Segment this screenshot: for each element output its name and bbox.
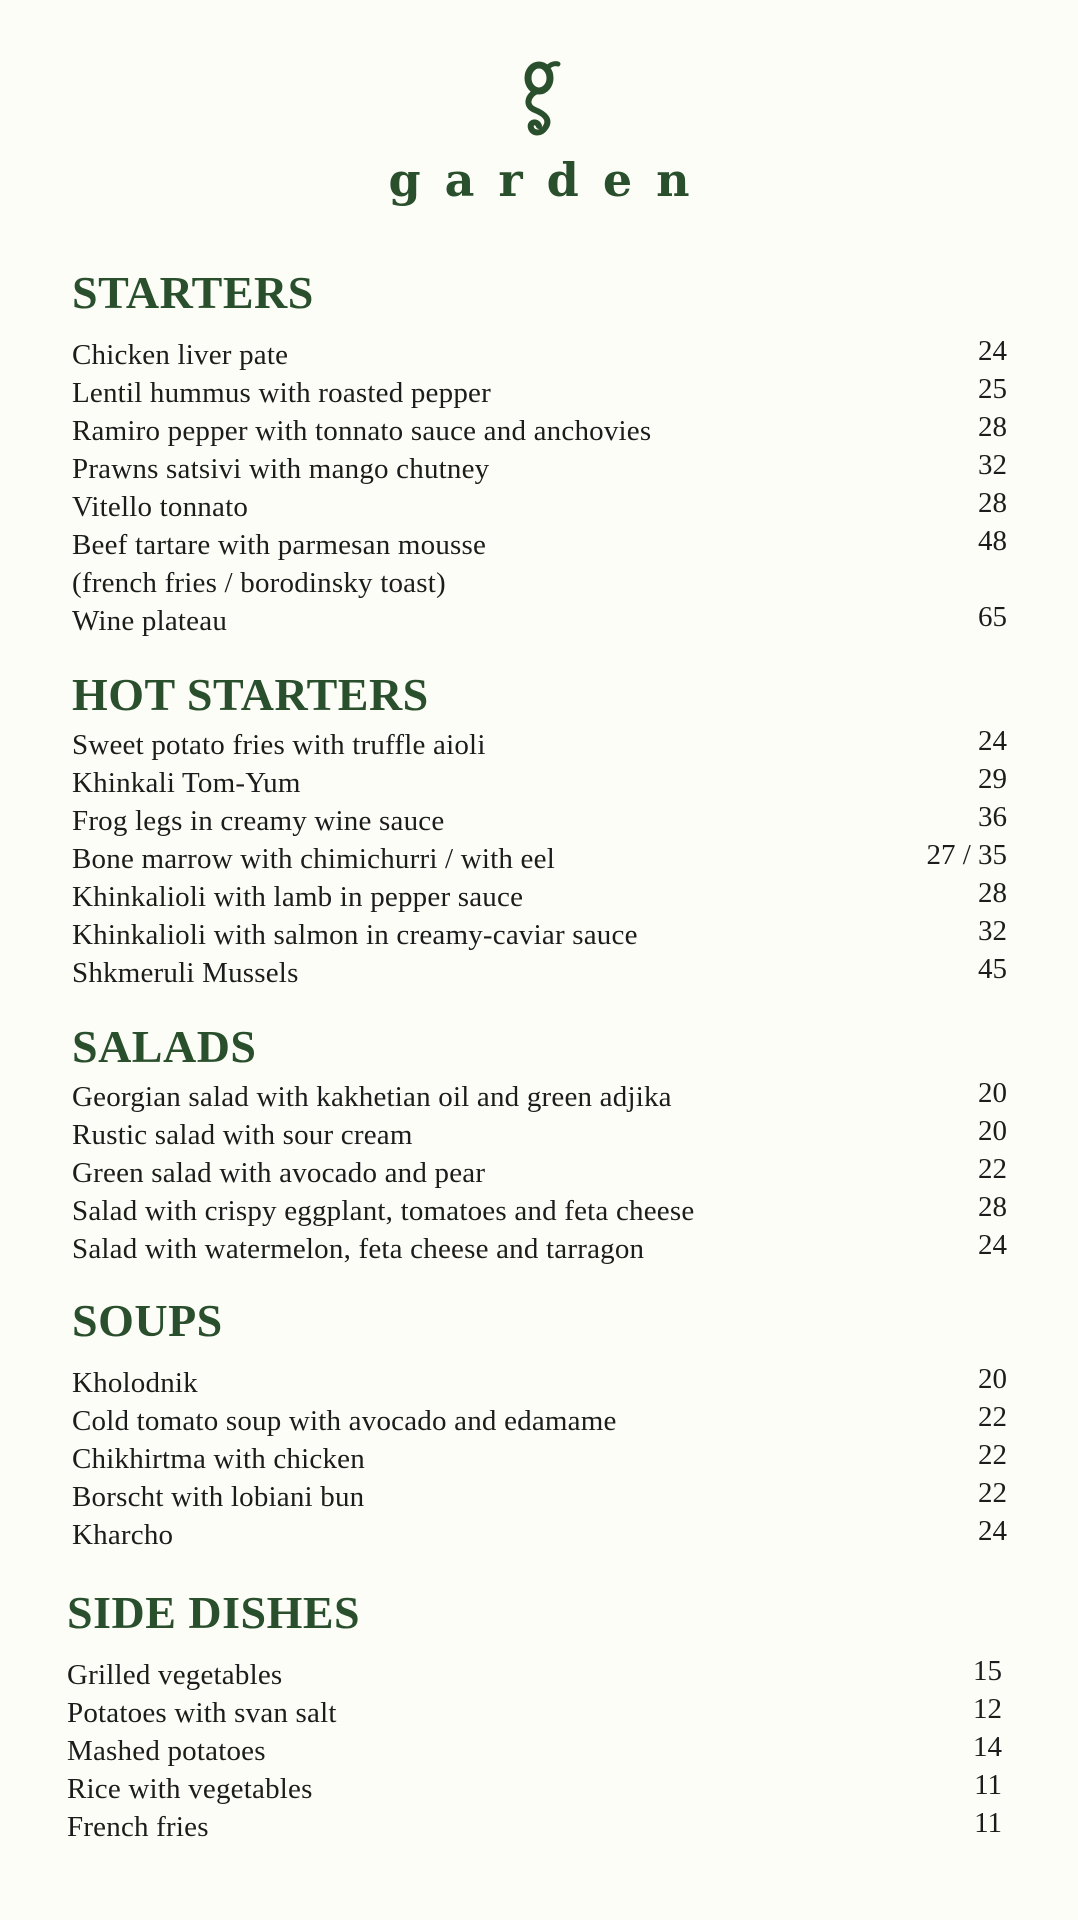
menu-item — [67, 1694, 1002, 1732]
menu-item — [72, 412, 1007, 450]
item-name: Sweet potato fries with truffle aioli — [72, 729, 486, 761]
section-title: SALADS — [72, 1021, 257, 1072]
item-name: Bone marrow with chimichurri / with eel — [72, 843, 555, 875]
item-name: Kharcho — [72, 1519, 174, 1551]
menu-item — [67, 1656, 1002, 1694]
item-price: 32 — [978, 915, 1007, 947]
menu-item — [72, 1078, 1007, 1116]
item-name: Mashed potatoes — [67, 1735, 266, 1767]
item-name: Salad with watermelon, feta cheese and tarragon — [72, 1233, 645, 1265]
menu-list — [72, 726, 1007, 992]
item-price: 32 — [978, 449, 1007, 481]
item-price: 24 — [978, 335, 1007, 367]
brand-logo — [0, 56, 1078, 206]
menu-item — [72, 1154, 1007, 1192]
item-name: Rice with vegetables — [67, 1773, 313, 1805]
item-price: 25 — [978, 373, 1007, 405]
section-hot-starters — [72, 669, 1007, 992]
item-name: Green salad with avocado and pear — [72, 1157, 486, 1189]
item-name: Potatoes with svan salt — [67, 1697, 337, 1729]
item-name: Wine plateau — [72, 605, 228, 637]
item-price: 20 — [978, 1115, 1007, 1147]
section-salads — [72, 1021, 1007, 1268]
menu-item — [72, 764, 1007, 802]
menu-item — [67, 1770, 1002, 1808]
menu-item — [72, 726, 1007, 764]
menu-item — [72, 1116, 1007, 1154]
item-name: Prawns satsivi with mango chutney — [72, 453, 490, 485]
item-price: 22 — [978, 1401, 1007, 1433]
item-name: Vitello tonnato — [72, 491, 249, 523]
menu-item — [67, 1732, 1002, 1770]
menu-list — [72, 336, 1007, 640]
menu-item — [72, 1402, 1007, 1440]
section-title: SIDE DISHES — [67, 1587, 361, 1638]
item-name: Chikhirtma with chicken — [72, 1443, 365, 1475]
item-name: Khinkalioli with salmon in creamy-caviar sauce — [72, 919, 638, 951]
item-price: 11 — [974, 1769, 1002, 1801]
menu-item — [72, 450, 1007, 488]
item-price: 24 — [978, 725, 1007, 757]
item-name: Lentil hummus with roasted pepper — [72, 377, 491, 409]
menu-item — [72, 488, 1007, 526]
menu-item — [72, 1478, 1007, 1516]
item-price: 45 — [978, 953, 1007, 985]
item-price: 27 / 35 — [926, 839, 1007, 871]
item-price: 28 — [978, 487, 1007, 519]
item-price: 12 — [973, 1693, 1002, 1725]
menu-item — [72, 526, 1007, 602]
item-price: 22 — [978, 1477, 1007, 1509]
menu-item — [72, 1364, 1007, 1402]
menu-item — [72, 1230, 1007, 1268]
item-name: Khinkalioli with lamb in pepper sauce — [72, 881, 524, 913]
item-price: 28 — [978, 1191, 1007, 1223]
item-name: Cold tomato soup with avocado and edamame — [72, 1405, 617, 1437]
section-title: SOUPS — [72, 1295, 223, 1346]
item-name: Beef tartare with parmesan mousse (french fries / borodinsky toast) — [72, 529, 487, 599]
item-price: 28 — [978, 411, 1007, 443]
menu-item — [72, 802, 1007, 840]
menu-item — [72, 374, 1007, 412]
item-name: Grilled vegetables — [67, 1659, 283, 1691]
menu-item — [72, 336, 1007, 374]
item-price: 22 — [978, 1439, 1007, 1471]
item-name: Frog legs in creamy wine sauce — [72, 805, 445, 837]
item-price: 24 — [978, 1229, 1007, 1261]
brand-wordmark: garden — [388, 153, 714, 207]
item-name: Khinkali Tom-Yum — [72, 767, 301, 799]
menu-list — [72, 1078, 1007, 1268]
menu-list — [72, 1364, 1007, 1554]
section-starters — [72, 267, 1007, 640]
menu-item — [72, 840, 1007, 878]
menu-item — [72, 1192, 1007, 1230]
item-name: Salad with crispy eggplant, tomatoes and feta cheese — [72, 1195, 695, 1227]
item-price: 65 — [978, 601, 1007, 633]
item-price: 15 — [973, 1655, 1002, 1687]
item-price: 28 — [978, 877, 1007, 909]
item-price: 36 — [978, 801, 1007, 833]
section-title: STARTERS — [72, 267, 314, 318]
menu-item — [72, 602, 1007, 640]
item-price: 22 — [978, 1153, 1007, 1185]
menu-item — [72, 916, 1007, 954]
item-name: Borscht with lobiani bun — [72, 1481, 365, 1513]
menu-item — [67, 1808, 1002, 1846]
section-soups — [72, 1295, 1007, 1554]
item-price: 29 — [978, 763, 1007, 795]
item-name: Georgian salad with kakhetian oil and green adjika — [72, 1081, 672, 1113]
item-name: Rustic salad with sour cream — [72, 1119, 413, 1151]
section-title: HOT STARTERS — [72, 669, 429, 720]
item-name: Chicken liver pate — [72, 339, 289, 371]
menu-item — [72, 878, 1007, 916]
section-side-dishes — [67, 1587, 1002, 1846]
item-price: 20 — [978, 1363, 1007, 1395]
item-price: 11 — [974, 1807, 1002, 1839]
menu-item — [72, 1440, 1007, 1478]
item-name: Ramiro pepper with tonnato sauce and anchovies — [72, 415, 652, 447]
menu-item — [72, 954, 1007, 992]
item-name: French fries — [67, 1811, 209, 1843]
menu-list — [67, 1656, 1002, 1846]
garden-logo-icon — [511, 56, 567, 142]
item-name: Shkmeruli Mussels — [72, 957, 299, 989]
item-name: Kholodnik — [72, 1367, 198, 1399]
item-price: 20 — [978, 1077, 1007, 1109]
item-price: 48 — [978, 525, 1007, 557]
menu-item — [72, 1516, 1007, 1554]
item-price: 14 — [973, 1731, 1002, 1763]
item-price: 24 — [978, 1515, 1007, 1547]
